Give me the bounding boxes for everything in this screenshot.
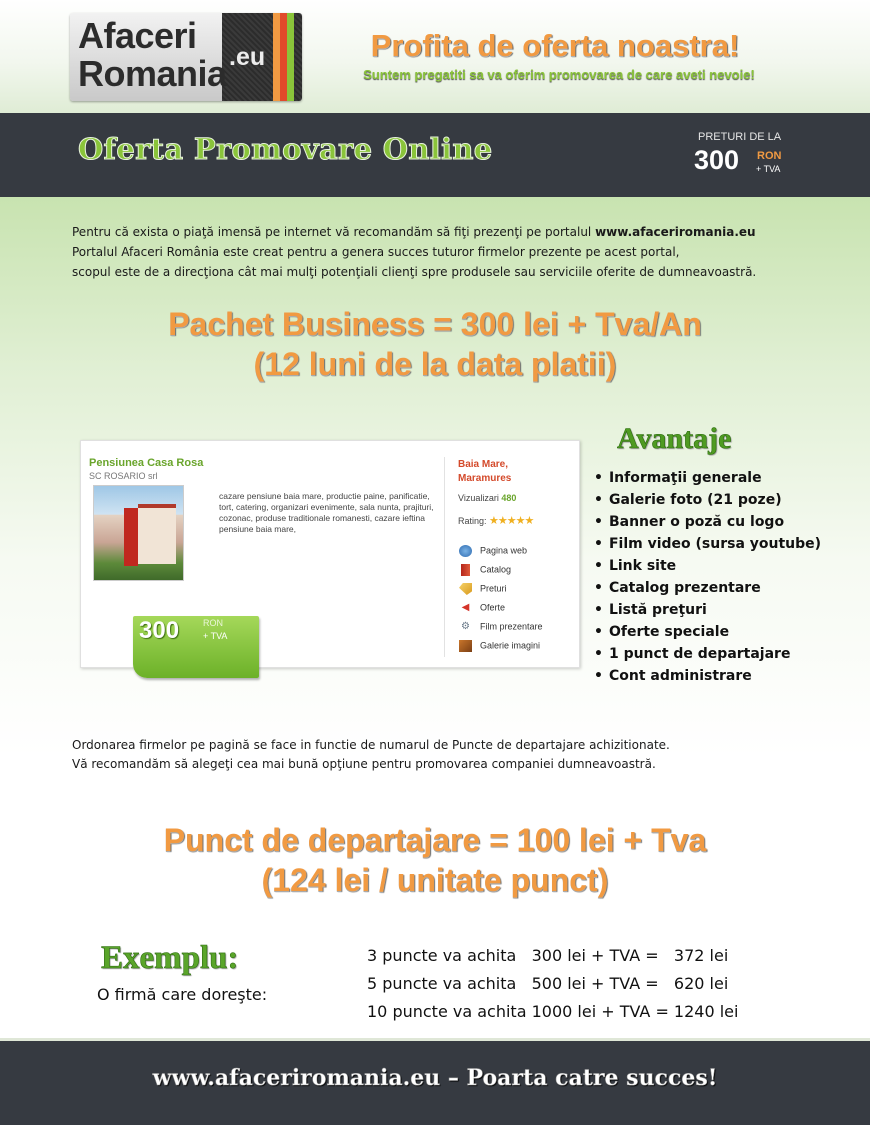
footer-slogan[interactable]: www.afaceriromania.eu – Poarta catre succes! [152, 1065, 718, 1091]
header-subline: Suntem pregatiti sa va oferim promovarea de care aveti nevoie! [363, 67, 755, 82]
menu-item-preturi[interactable] [459, 583, 507, 595]
advantage-item: • Banner o poză cu logo [594, 511, 821, 533]
offer-title: Oferta Promovare Online [78, 132, 493, 166]
point-title: Punct de departajare = 100 lei + Tva [163, 822, 707, 858]
menu-label: Galerie imagini [480, 640, 541, 651]
menu-item-film-prezentare[interactable] [459, 621, 543, 633]
rating-label: Rating: [458, 516, 487, 526]
logo-line-1: Afaceri [78, 15, 197, 56]
logo-eu: .eu [229, 43, 266, 71]
intro-line-1 [72, 222, 812, 242]
listing-city: Baia Mare, [458, 459, 509, 470]
advantage-item: • Film video (sursa youtube) [594, 533, 821, 555]
listing-name[interactable]: Pensiunea Casa Rosa [89, 457, 204, 469]
globe-icon [459, 545, 472, 557]
intro-line-3: scopul este de a direcţiona cât mai mulţi potenţiali clienţi spre produsele sau serviciile oferite de dumneavoastră. [72, 265, 757, 279]
gallery-icon [459, 640, 472, 652]
example-lines [367, 942, 738, 1026]
logo-text [78, 17, 227, 93]
advantage-item: • Informaţii generale [594, 467, 821, 489]
listing-company: SC ROSARIO srl [89, 471, 158, 481]
advantage-item: • Cont administrare [594, 665, 821, 687]
megaphone-icon: ◀ [461, 602, 470, 613]
views-label: Vizualizari [458, 493, 499, 503]
advantages-list [594, 467, 821, 687]
advantage-item: • Catalog prezentare [594, 577, 821, 599]
price-tag-tax: + TVA [203, 631, 228, 641]
header-headline: Profita de oferta noastra! [370, 28, 740, 63]
photo-building [138, 504, 176, 564]
listing-rating [458, 514, 533, 527]
site-url[interactable]: www.afaceriromania.eu [595, 225, 756, 239]
listing-location [458, 458, 548, 486]
menu-item-catalog[interactable] [459, 564, 511, 576]
price-value: 300 [694, 145, 740, 175]
intro-text [72, 222, 812, 282]
menu-label: Oferte [480, 602, 506, 613]
price-prefix: PRETURI DE LA [698, 131, 782, 143]
example-line: 3 puncte va achita 300 lei + TVA = 372 lei [367, 946, 729, 965]
listing-views [458, 493, 516, 503]
book-icon [461, 564, 470, 576]
price-tag-value: 300 [139, 617, 180, 644]
price-tag-icon [459, 583, 472, 595]
intro-line-1-text: Pentru că exista o piaţă imensă pe internet vă recomandăm să fiţi prezenţi pe portalul [72, 225, 596, 239]
menu-label: Catalog [480, 564, 512, 575]
intro-line-2: Portalul Afaceri România este creat pentru a genera succes tuturor firmelor prezente pe acest portal, [72, 245, 680, 259]
ordering-text [72, 736, 812, 774]
logo-line-2: Romania [78, 53, 227, 94]
views-count: 480 [501, 493, 517, 503]
price-tax: + TVA [756, 164, 781, 174]
menu-label: Film prezentare [480, 621, 543, 632]
price-currency: RON [757, 150, 782, 162]
package-title: Pachet Business = 300 lei + Tva/An [168, 306, 702, 342]
menu-item-galerie-imagini[interactable] [459, 640, 540, 652]
site-logo[interactable] [70, 13, 302, 101]
menu-item-pagina-web[interactable] [459, 545, 527, 557]
menu-item-oferte[interactable] [459, 602, 505, 614]
example-title: Exemplu: [101, 940, 239, 976]
advantage-item: • Listă preţuri [594, 599, 821, 621]
listing-photo[interactable] [93, 485, 184, 581]
menu-label: Pagina web [480, 545, 528, 556]
advantage-item: • Link site [594, 555, 821, 577]
price-tag-currency: RON [203, 618, 223, 628]
menu-label: Preturi [480, 583, 507, 594]
package-subtitle: (12 luni de la data platii) [253, 346, 617, 382]
listing-description: cazare pensiune baia mare, productie paine, panificatie, tort, catering, organizari evenimente, sala nunta, prajituri, cozonac, produse traditionale romanesti, cazare ieftina pensiune baia mare, [219, 491, 434, 534]
film-icon: ⚙ [461, 621, 470, 632]
rating-stars: ★★★★★ [489, 515, 534, 527]
logo-stripe-red [280, 13, 287, 101]
logo-stripe-green [287, 13, 294, 101]
example-line: 10 puncte va achita 1000 lei + TVA = 1240 lei [367, 1002, 739, 1021]
advantage-item: • 1 punct de departajare [594, 643, 821, 665]
photo-red-tower [124, 508, 138, 566]
advantage-item: • Galerie foto (21 poze) [594, 489, 821, 511]
ordering-line-1: Ordonarea firmelor pe pagină se face in functie de numarul de Puncte de departajare achizitionate. [72, 738, 670, 752]
ordering-line-2: Vă recomandăm să alegeţi cea mai bună opţiune pentru promovarea companiei dumneavoastră. [72, 757, 656, 771]
logo-stripe-orange [273, 13, 280, 101]
advantages-title: Avantaje [617, 422, 732, 455]
advantage-item: • Oferte speciale [594, 621, 821, 643]
listing-region: Maramures [458, 473, 512, 484]
point-subtitle: (124 lei / unitate punct) [261, 862, 609, 898]
listing-divider [444, 457, 445, 657]
example-description: O firmă care doreşte: [97, 985, 268, 1004]
example-line: 5 puncte va achita 500 lei + TVA = 620 lei [367, 974, 729, 993]
